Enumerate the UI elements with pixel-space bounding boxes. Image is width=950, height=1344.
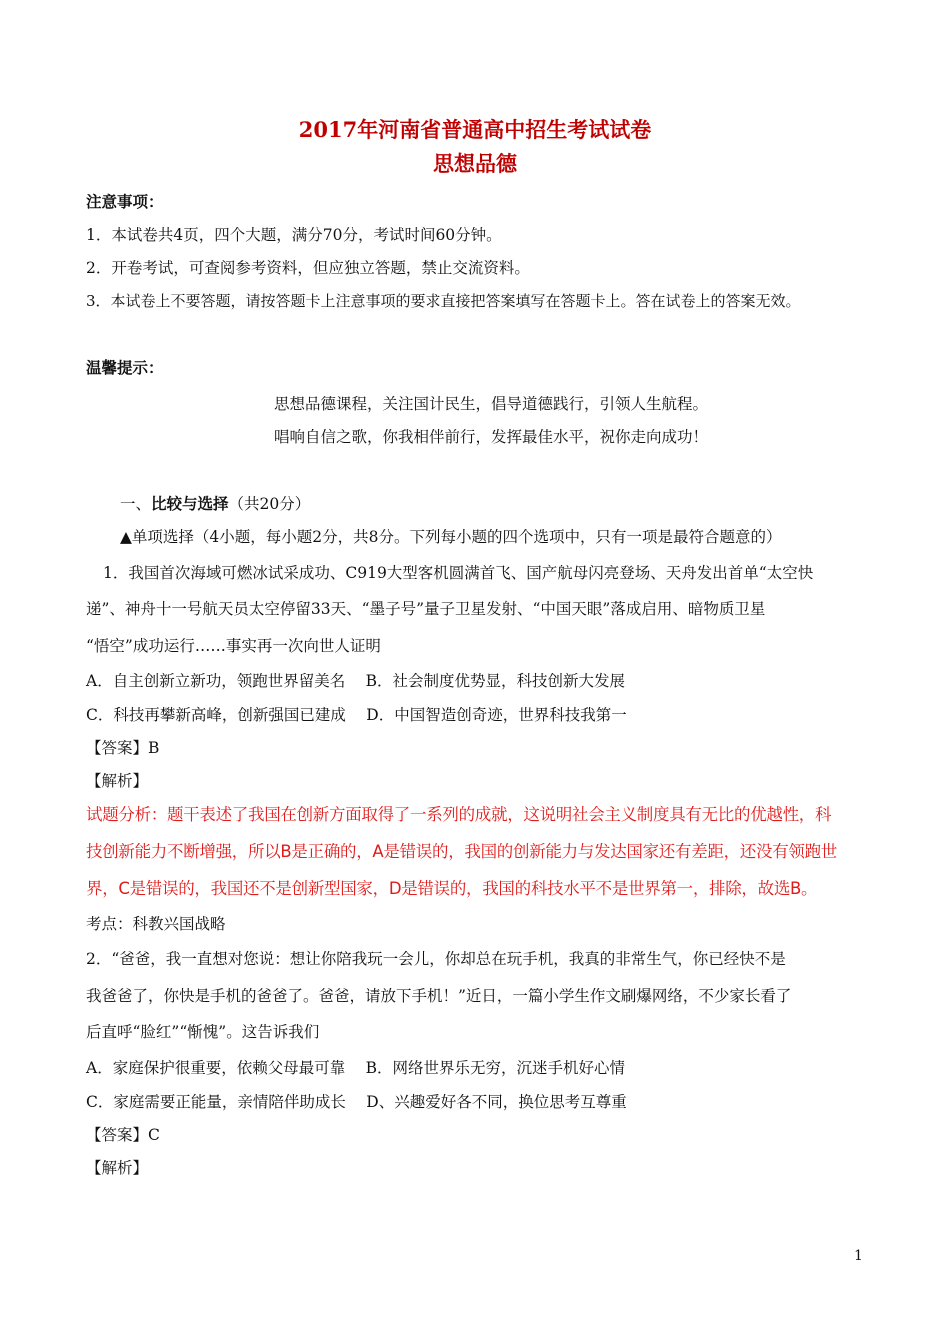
notes-item: 1．本试卷共4页，四个大题，满分70分，考试时间60分钟。 bbox=[86, 226, 502, 244]
q1-option-line: A．自主创新立新功，领跑世界留美名 B．社会制度优势显，科技创新大发展 bbox=[86, 672, 626, 690]
notes-heading: 注意事项： bbox=[86, 192, 164, 211]
notes-item: 3．本试卷上不要答题，请按答题卡上注意事项的要求直接把答案填写在答题卡上。答在试卷上的答案无效。 bbox=[86, 292, 801, 310]
q2-stem-line: 后直呼“脸红”“惭愧”。这告诉我们 bbox=[86, 1023, 320, 1041]
section-title: 比较与选择 bbox=[151, 494, 229, 513]
tips-line: 唱响自信之歌，你我相伴前行，发挥最佳水平，祝你走向成功！ bbox=[274, 428, 709, 446]
q1-stem-line: 1．我国首次海域可燃冰试采成功、C919大型客机圆满首飞、国产航母闪亮登场、天舟发出首单“太空快 bbox=[103, 564, 814, 582]
exam-subject: 思想品德 bbox=[433, 151, 517, 176]
tips-heading: 温馨提示： bbox=[86, 358, 164, 377]
q1-answer: 【答案】B bbox=[86, 739, 160, 757]
q1-stem-line: “悟空”成功运行……事实再一次向世人证明 bbox=[86, 637, 381, 655]
q1-analysis-line: 技创新能力不断增强，所以B是正确的，A是错误的，我国的创新能力与发达国家还有差距，还没有领跑世 bbox=[86, 842, 838, 861]
q2-analysis-label: 【解析】 bbox=[86, 1159, 149, 1177]
section-prefix: 一、 bbox=[120, 495, 152, 513]
q1-analysis-label: 【解析】 bbox=[86, 772, 149, 790]
notes-item: 2．开卷考试，可查阅参考资料，但应独立答题，禁止交流资料。 bbox=[86, 259, 530, 277]
tips-line: 思想品德课程，关注国计民生，倡导道德践行，引领人生航程。 bbox=[274, 395, 709, 413]
q1-analysis-line: 试题分析：题干表述了我国在创新方面取得了一系列的成就，这说明社会主义制度具有无比的优越性，科 bbox=[86, 805, 832, 824]
section-heading bbox=[120, 493, 310, 515]
q2-stem-line: 我爸爸了，你快是手机的爸爸了。爸爸，请放下手机！”近日，一篇小学生作文刷爆网络，不少家长看了 bbox=[86, 987, 792, 1005]
q2-answer: 【答案】C bbox=[86, 1126, 160, 1144]
q1-option-line: C．科技再攀新高峰，创新强国已建成 D．中国智造创奇迹，世界科技我第一 bbox=[86, 706, 627, 724]
exam-title: 2017年河南省普通高中招生考试试卷 bbox=[298, 117, 652, 142]
q1-stem-line: 递”、神舟十一号航天员太空停留33天、“墨子号”量子卫星发射、“中国天眼”落成启用、暗物质卫星 bbox=[86, 600, 766, 618]
q1-kaodian: 考点：科教兴国战略 bbox=[86, 915, 226, 933]
q2-stem-line: 2．“爸爸，我一直想对您说：想让你陪我玩一会儿，你却总在玩手机，我真的非常生气，你已经快不是 bbox=[86, 950, 786, 968]
page-number: 1 bbox=[854, 1248, 863, 1264]
section-instruction: ▲单项选择（4小题，每小题2分，共8分。下列每小题的四个选项中，只有一项是最符合题意的） bbox=[120, 528, 782, 546]
q2-option-line: C．家庭需要正能量，亲情陪伴助成长 D、兴趣爱好各不同，换位思考互尊重 bbox=[86, 1093, 627, 1111]
section-score: （共20分） bbox=[228, 495, 311, 513]
q1-analysis-line: 界，C是错误的，我国还不是创新型国家，D是错误的，我国的科技水平不是世界第一，排除，故选B。 bbox=[86, 879, 818, 898]
q2-option-line: A．家庭保护很重要，依赖父母最可靠 B．网络世界乐无穷，沉迷手机好心情 bbox=[86, 1059, 626, 1077]
